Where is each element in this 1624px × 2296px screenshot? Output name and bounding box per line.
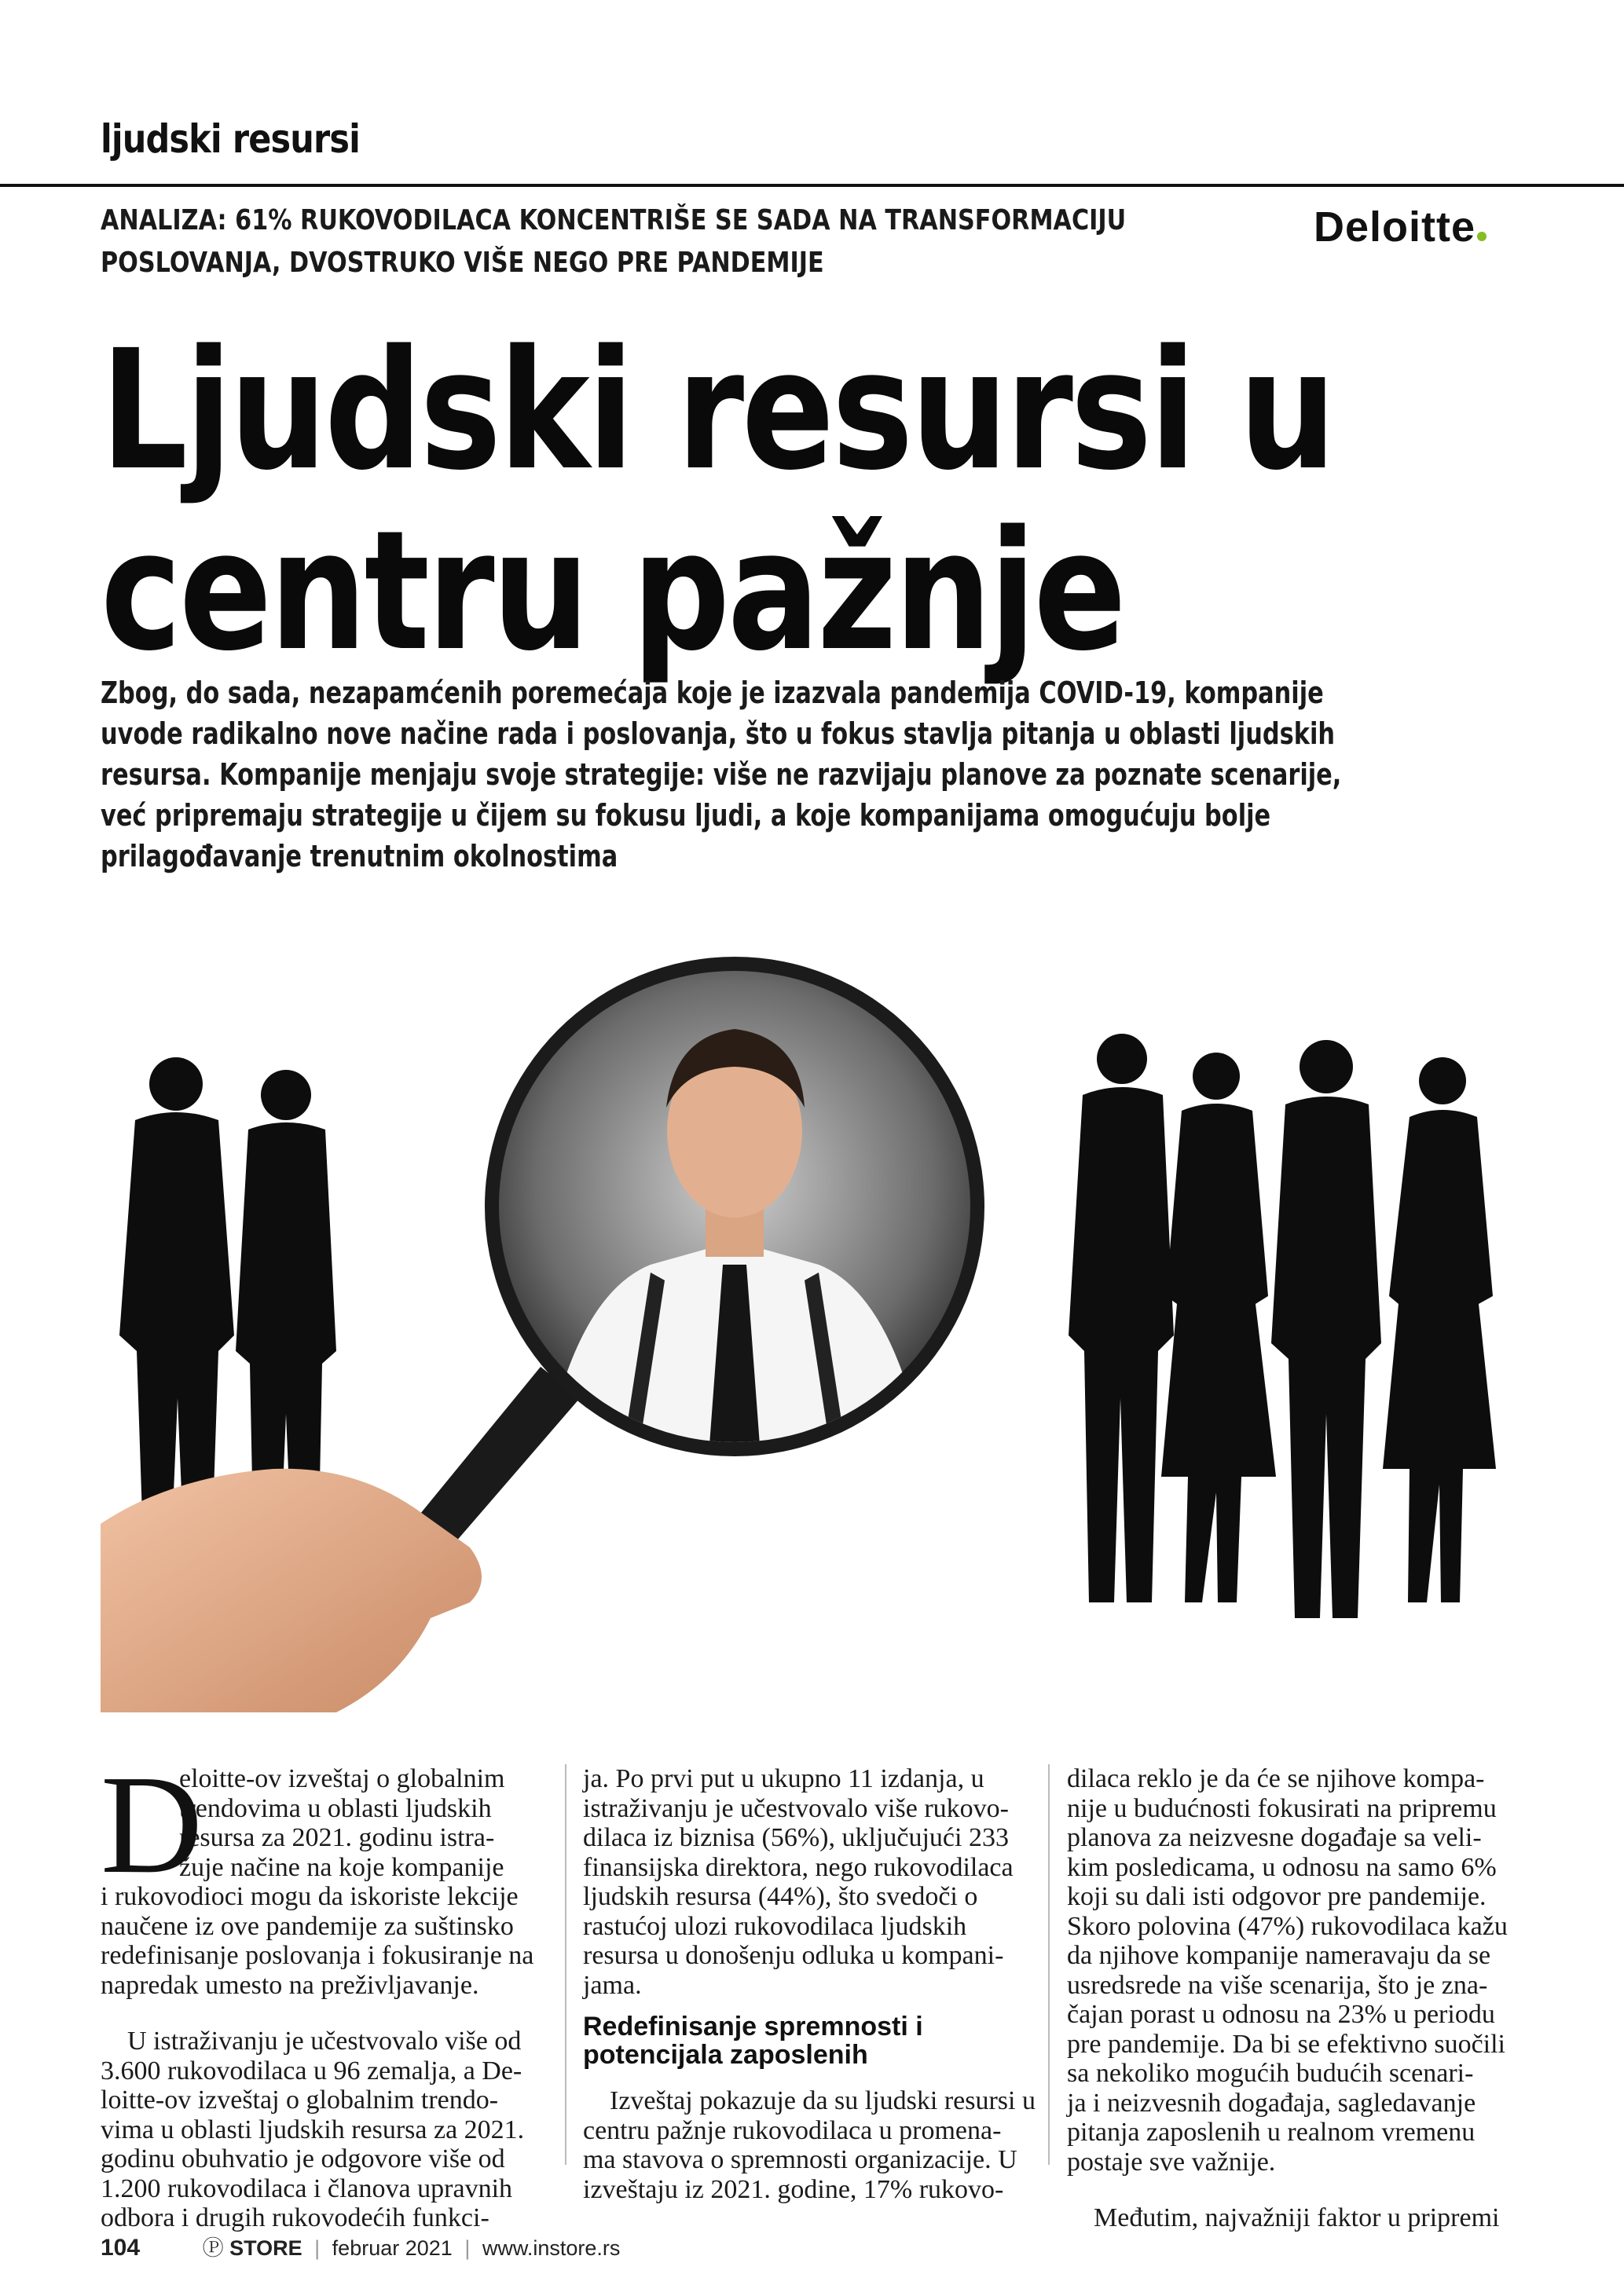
paragraph-gap: [1067, 2177, 1513, 2203]
text-line: da njihove kompanije nameravaju da se: [1067, 1941, 1491, 1970]
paragraph: [101, 2027, 547, 2233]
text-line: jama.: [583, 1970, 642, 2000]
text-line: izveštaju iz 2021. godine, 17% rukovo-: [583, 2174, 1004, 2204]
silhouette-person: [1069, 1034, 1174, 1602]
footer-issue: februar 2021: [332, 2236, 453, 2260]
text-line: redefinisanje poslovanja i fokusiranje na: [101, 1941, 534, 1970]
paragraph-gap: [101, 2000, 547, 2027]
text-line: 1.200 rukovodilaca i članova upravnih: [101, 2173, 513, 2203]
text-line: eloitte-ov izveštaj o globalnim: [179, 1764, 505, 1793]
text-line: istraživanju je učestvovalo više rukovo-: [583, 1793, 1009, 1823]
text-line: ja. Po prvi put u ukupno 11 izdanja, u: [583, 1764, 984, 1793]
paragraph: [1067, 2203, 1513, 2233]
subheading-line: potencijala zaposlenih: [583, 2040, 868, 2070]
logo-text: Deloitte: [1314, 203, 1476, 251]
text-line: Međutim, najvažniji faktor u pripremi: [1094, 2203, 1500, 2232]
text-line: centru pažnje rukovodilaca u promena-: [583, 2115, 1002, 2145]
deloitte-logo: [1314, 203, 1487, 251]
lede-line: uvode radikalno nove načine rada i poslovanja, što u fokus stavlja pitanja u oblasti ljudskih: [101, 716, 1336, 751]
article-column-1: [101, 1746, 547, 2233]
text-line: čajan porast u odnosu na 23% u periodu: [1067, 2000, 1495, 2029]
text-line: naučene iz ove pandemije za suštinsko: [101, 1911, 514, 1941]
text-line: žuje načine na koje kompanije: [179, 1852, 504, 1882]
text-line: planova za neizvesne događaje sa veli-: [1067, 1823, 1482, 1852]
text-line: finansijska direktora, nego rukovodilaca: [583, 1852, 1014, 1882]
text-line: resursa u donošenju odluka u kompani-: [583, 1941, 1004, 1970]
lede-line: već pripremaju strategije u čijem su fokusu ljudi, a koje kompanijama omogućuju bolje: [101, 798, 1271, 833]
text-line: postaje sve važnije.: [1067, 2147, 1276, 2177]
silhouette-person: [1383, 1057, 1496, 1602]
top-rule: [0, 184, 1624, 187]
column-divider: [1048, 1764, 1050, 2165]
text-line: ma stavova o spremnosti organizacije. U: [583, 2145, 1017, 2174]
text-line: odbora i drugih rukovodećih funkci-: [101, 2203, 489, 2232]
subheading: [583, 2012, 1029, 2069]
text-line: 3.600 rukovodilaca u 96 zemalja, a De-: [101, 2056, 522, 2085]
page-number: 104: [101, 2235, 141, 2261]
text-line: usredsrede na više scenarija, što je zna-: [1067, 1970, 1488, 2000]
text-line: loitte-ov izveštaj o globalnim trendo-: [101, 2085, 499, 2115]
paragraph: [583, 1764, 1029, 2000]
text-line: godinu obuhvatio je odgovore više od: [101, 2144, 505, 2173]
silhouette-person: [1271, 1040, 1381, 1618]
text-line: i rukovodioci mogu da iskoriste lekcije: [101, 1882, 519, 1911]
text-line: resursa za 2021. godinu istra-: [179, 1823, 495, 1852]
hero-illustration: [101, 927, 1524, 1712]
text-line: pre pandemije. Da bi se efektivno suočili: [1067, 2029, 1505, 2059]
headline-line: centru pažnje: [101, 495, 1124, 687]
section-label: ljudski resursi: [101, 116, 360, 162]
logo-dot: [1477, 232, 1487, 241]
footer-separator: |: [314, 2236, 321, 2260]
kicker: [101, 200, 1295, 284]
lede-line: Zbog, do sada, nezapamćenih poremećaja koje je izazvala pandemija COVID-19, kompanije: [101, 676, 1324, 710]
drop-cap: D: [101, 1746, 203, 1902]
kicker-line: ANALIZA: 61% RUKOVODILACA KONCENTRIŠE SE SADA NA TRANSFORMACIJU: [101, 204, 1127, 236]
text-line: ja i neizvesnih događaja, sagledavanje: [1067, 2088, 1476, 2118]
silhouette-person: [1161, 1053, 1276, 1602]
text-line: trendovima u oblasti ljudskih: [179, 1793, 492, 1823]
headline-line: Ljudski resursi u: [101, 314, 1334, 507]
footer-separator: |: [464, 2236, 471, 2260]
paragraph: [583, 2086, 1036, 2204]
hand-shape: [101, 1469, 482, 1712]
text-line: Izveštaj pokazuje da su ljudski resursi u: [610, 2086, 1036, 2115]
subheading-line: Redefinisanje spremnosti i: [583, 2012, 923, 2041]
column-divider: [565, 1764, 566, 2165]
article-column-3: [1067, 1764, 1513, 2233]
text-line: sa nekoliko mogućih budućih scenari-: [1067, 2059, 1474, 2088]
paragraph: [1067, 1764, 1513, 2177]
text-line: koji su dali isti odgovor pre pandemije.: [1067, 1882, 1487, 1911]
text-line: dilaca iz biznisa (56%), uključujući 233: [583, 1823, 1009, 1852]
text-line: napredak umesto na preživljavanje.: [101, 1970, 479, 2000]
text-line: nije u budućnosti fokusirati na pripremu: [1067, 1793, 1497, 1823]
text-line: ljudskih resursa (44%), što svedoči o: [583, 1882, 978, 1911]
text-line: pitanja zaposlenih u realnom vremenu: [1067, 2118, 1476, 2147]
text-line: vima u oblasti ljudskih resursa za 2021.: [101, 2115, 525, 2144]
page-footer: [101, 2231, 620, 2261]
lede: [101, 672, 1531, 877]
headline: [101, 314, 1586, 687]
footer-url[interactable]: www.instore.rs: [482, 2236, 621, 2260]
store-icon: Ⓟ: [202, 2236, 224, 2260]
lede-line: prilagođavanje trenutnim okolnostima: [101, 839, 618, 873]
text-line: kim posledicama, u odnosu na samo 6%: [1067, 1852, 1497, 1882]
text-line: U istraživanju je učestvovalo više od: [127, 2027, 522, 2056]
text-line: Skoro polovina (47%) rukovodilaca kažu: [1067, 1911, 1508, 1941]
kicker-line: POSLOVANJA, DVOSTRUKO VIŠE NEGO PRE PANDEMIJE: [101, 247, 824, 279]
footer-brand: STORE: [229, 2236, 302, 2260]
article-column-2: [583, 1764, 1036, 2204]
text-line: dilaca reklo je da će se njihove kompa-: [1067, 1764, 1485, 1793]
text-line: rastućoj ulozi rukovodilaca ljudskih: [583, 1911, 967, 1941]
lede-line: resursa. Kompanije menjaju svoje strategije: više ne razvijaju planove za poznate scenarije,: [101, 757, 1342, 792]
